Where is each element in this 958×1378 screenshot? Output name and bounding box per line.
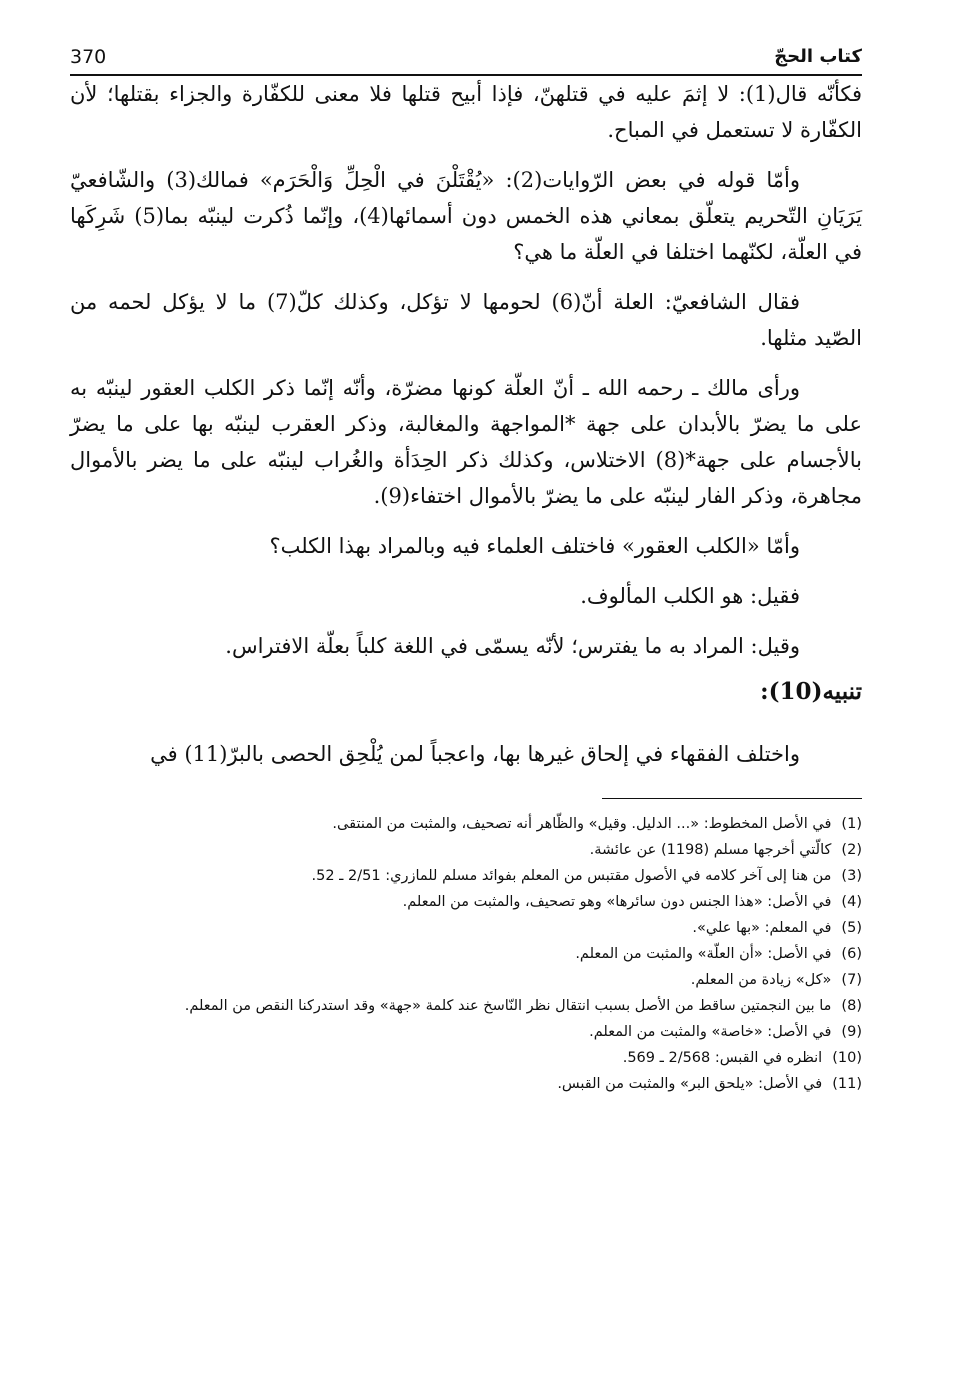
footnote-separator — [602, 798, 862, 799]
paragraph-8: واختلف الفقهاء في إلحاق غيرها بها، واعجباً لمن يُلْحِق الحصى بالبرّ(11) في — [150, 742, 800, 766]
footnote-item — [70, 1019, 862, 1045]
footnote-text: في الأصل: «أن العلّة» والمثبت من المعلم. — [575, 946, 832, 962]
footnotes — [70, 811, 862, 1097]
footnote-number: (11) — [832, 1076, 862, 1092]
footnote-item — [70, 915, 862, 941]
footnote-number: (7) — [841, 972, 862, 988]
footnote-item — [70, 863, 862, 889]
footnote-number: (6) — [841, 946, 862, 962]
footnote-item — [70, 1045, 862, 1071]
paragraph-5: وأمّا «الكلب العقور» فاختلف العلماء فيه وبالمراد بهذا الكلب؟ — [269, 534, 800, 558]
footnote-item — [70, 993, 862, 1019]
paragraph-1: فكأنّه قال(1): لا إثمَ عليه في قتلهنّ، فإذا أبيح قتلها فلا معنى للكفّارة والجزاء بقتلها؛ لأن الكفّارة لا تستعمل في المباح. — [70, 82, 862, 142]
footnote-text: في المعلم: «بها علي». — [692, 920, 832, 936]
footnote-text: من هنا إلى آخر كلامه في الأصول مقتبس من المعلم بفوائد مسلم للمازري: 2/51 ـ 52. — [311, 868, 832, 884]
footnote-item — [70, 967, 862, 993]
footnote-text: انظره في القبس: 2/568 ـ 569. — [622, 1050, 823, 1066]
footnote-number: (5) — [841, 920, 862, 936]
paragraph-6: فقيل: هو الكلب المألوف. — [580, 584, 800, 608]
paragraph-7: وقيل: المراد به ما يفترس؛ لأنّه يسمّى في اللغة كلباً بعلّة الافتراس. — [225, 634, 800, 658]
footnote-text: «كل» زيادة من المعلم. — [690, 972, 832, 988]
footnote-number: (8) — [841, 998, 862, 1014]
paragraph-2: وأمّا قوله في بعض الرّوايات(2): «يُقْتَلْنَ في الْحِلِّ وَالْحَرَم» فمالك(3) والشّافعيّ يَرَيَانِ التّحريم يتعلّق بمعاني هذه الخمس دون أسمائها(4)، وإنّما ذُكرت لينبّه بما(5) شَرِكَها في العلّة، لكنّهما اختلفا في العلّة ما هي؟ — [70, 168, 862, 264]
footnote-text: في الأصل: «يلحق البر» والمثبت من القبس. — [557, 1076, 823, 1092]
footnote-text: كالّتي أخرجها مسلم (1198) عن عائشة. — [589, 842, 832, 858]
paragraph-3: فقال الشافعيّ: العلة أنّ(6) لحومها لا تؤكل، وكذلك كلّ(7) ما لا يؤكل لحمه من الصّيد مثلها. — [70, 290, 862, 350]
footnote-item — [70, 1071, 862, 1097]
page-number: 370 — [70, 46, 107, 68]
section-heading: تنبيه(10): — [760, 678, 862, 705]
footnote-number: (1) — [841, 816, 862, 832]
footnote-item — [70, 941, 862, 967]
running-title: كتاب الحجّ — [774, 46, 862, 67]
paragraph-4: ورأى مالك ـ رحمه الله ـ أنّ العلّة كونها مضرّة، وأنّه إنّما ذكر الكلب العقور لينبّه به على ما يضرّ بالأبدان على جهة *المواجهة والمغالبة، وذكر العقرب لينبّه بها على ما يضرّ بالأجسام على جهة*(8) الاختلاس، وكذلك ذكر الحِدَأة والغُراب لينبّه على ما يضر بالأموال مجاهرة، وذكر الفار لينبّه على ما يضرّ بالأموال اختفاء(9). — [70, 376, 862, 508]
footnote-text: في الأصل: «هذا الجنس دون سائرها» وهو تصحيف، والمثبت من المعلم. — [402, 894, 832, 910]
footnote-item — [70, 837, 862, 863]
footnote-number: (3) — [841, 868, 862, 884]
footnote-text: في الأصل: «خاصة» والمثبت من المعلم. — [589, 1024, 832, 1040]
footnote-number: (4) — [841, 894, 862, 910]
footnote-number: (2) — [841, 842, 862, 858]
footnote-number: (10) — [832, 1050, 862, 1066]
main-text — [70, 76, 862, 772]
footnote-number: (9) — [841, 1024, 862, 1040]
page-header — [70, 44, 862, 76]
footnote-item — [70, 889, 862, 915]
footnote-text: ما بين النجمتين ساقط من الأصل بسبب انتقال نظر النّاسخ عند كلمة «جهة» وقد استدركنا النقص من المعلم. — [184, 998, 832, 1014]
footnote-text: في الأصل المخطوط: «... الدليل. وقيل» والظّاهر أنه تصحيف، والمثبت من المنتقى. — [332, 816, 832, 832]
footnote-item — [70, 811, 862, 837]
